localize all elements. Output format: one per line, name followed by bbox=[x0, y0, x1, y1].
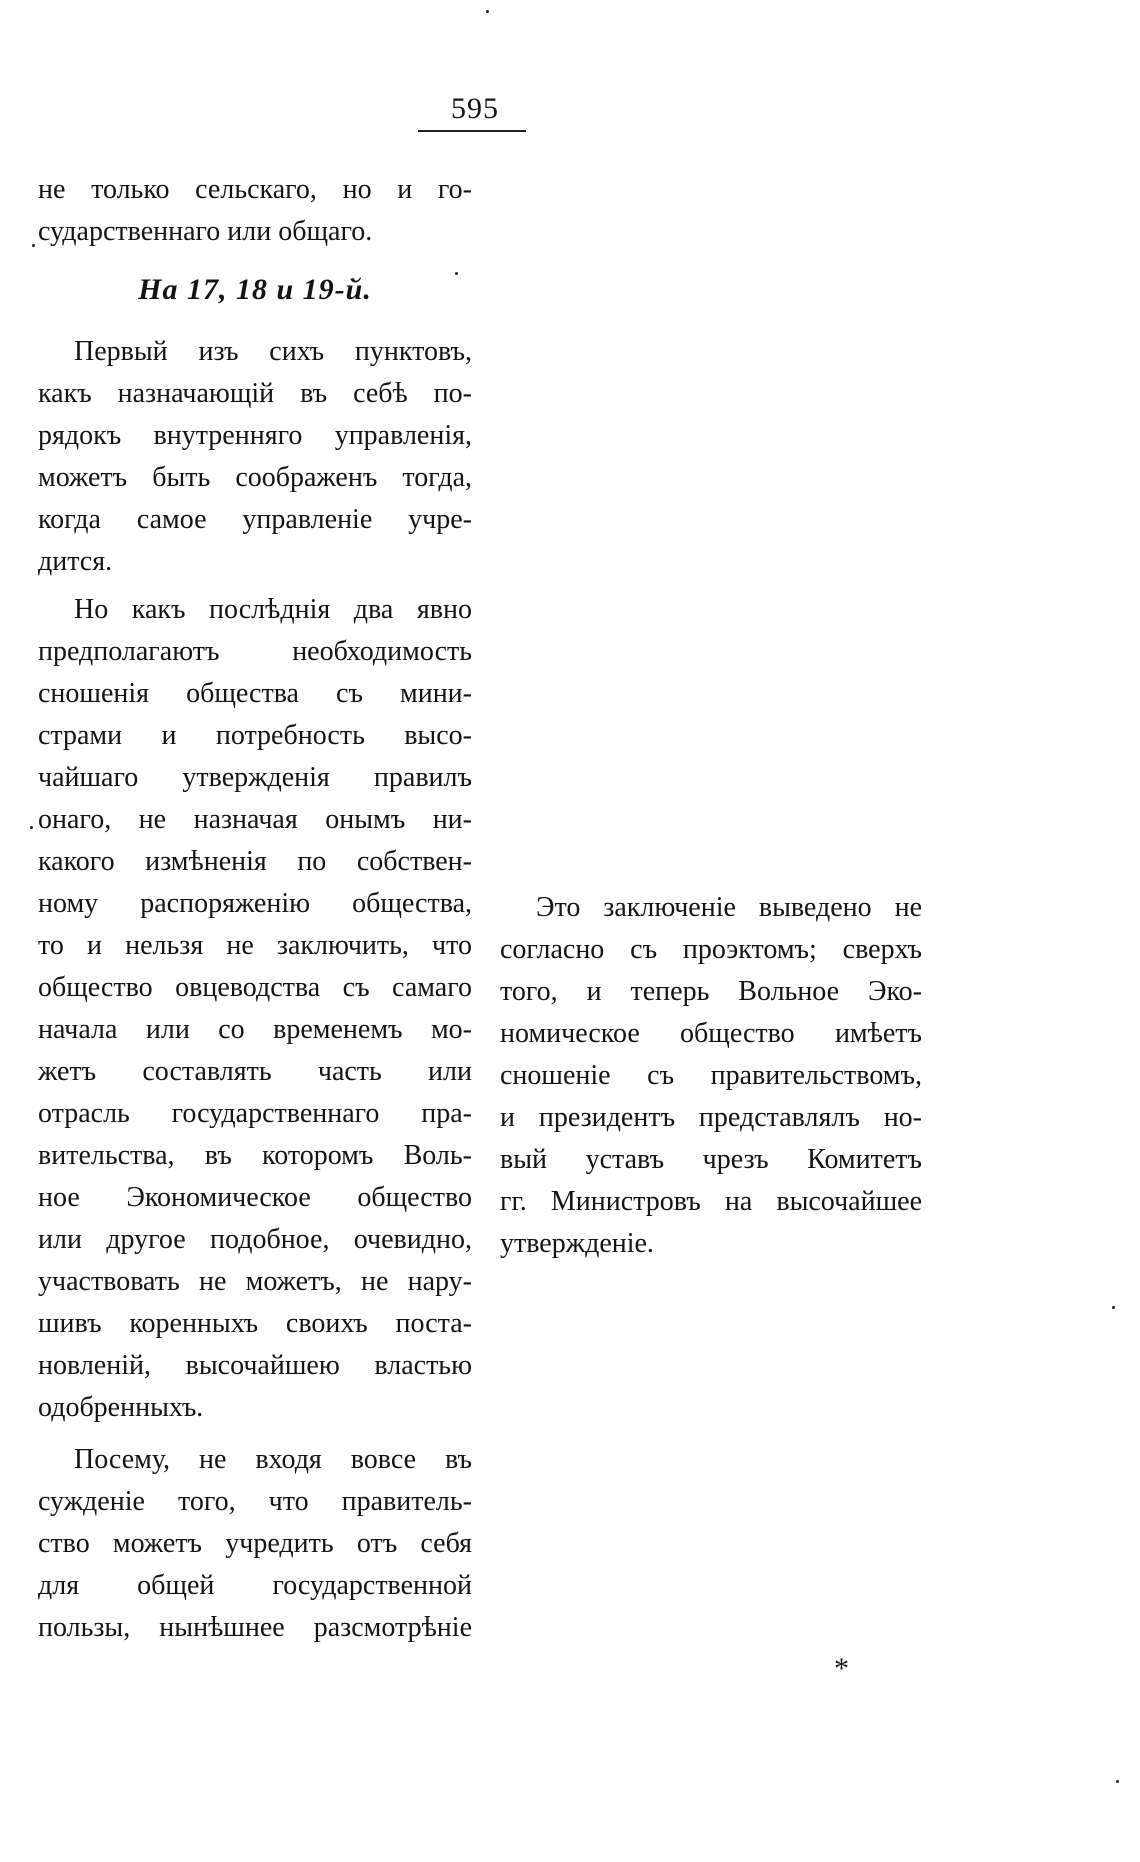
text-line: то и нельзя не заключить, что bbox=[38, 930, 472, 961]
text-line: участвовать не можетъ, не нару- bbox=[38, 1266, 472, 1297]
text-line: ство можетъ учредить отъ себя bbox=[38, 1528, 472, 1559]
text-line: не только сельскаго, но и го- bbox=[38, 174, 472, 205]
section-heading: На 17, 18 и 19-й. bbox=[138, 273, 372, 306]
scan-speck bbox=[1116, 1780, 1119, 1783]
text-line: начала или со временемъ мо- bbox=[38, 1014, 472, 1045]
scan-speck bbox=[455, 272, 458, 275]
scan-speck bbox=[486, 10, 489, 13]
note-line: и президентъ представлялъ но- bbox=[500, 1102, 922, 1133]
text-line: страми и потребность высо- bbox=[38, 720, 472, 751]
text-line: Посему, не входя вовсе въ bbox=[74, 1444, 472, 1475]
text-line: ное Экономическое общество bbox=[38, 1182, 472, 1213]
text-line: общество овцеводства съ самаго bbox=[38, 972, 472, 1003]
text-line: Но какъ послѣднія два явно bbox=[74, 594, 472, 625]
text-line: вительства, въ которомъ Воль- bbox=[38, 1140, 472, 1171]
page-number: 595 bbox=[451, 92, 499, 125]
text-line: одобренныхъ. bbox=[38, 1392, 204, 1423]
text-line: Первый изъ сихъ пунктовъ, bbox=[74, 336, 472, 367]
text-line: для общей государственной bbox=[38, 1570, 472, 1601]
note-line: номическое общество имѣетъ bbox=[500, 1018, 922, 1049]
text-line: предполагаютъ необходимость bbox=[38, 636, 472, 667]
header-rule bbox=[418, 130, 526, 132]
text-line: дится. bbox=[38, 546, 113, 577]
footnote-mark: * bbox=[834, 1652, 849, 1685]
text-line: ному распоряженію общества, bbox=[38, 888, 472, 919]
scan-speck bbox=[32, 244, 35, 247]
text-line: какого измѣненія по собствен- bbox=[38, 846, 472, 877]
text-line: чайшаго утвержденія правилъ bbox=[38, 762, 472, 793]
text-line: онаго, не назначая онымъ ни- bbox=[38, 804, 472, 835]
scan-speck bbox=[1112, 1306, 1115, 1309]
note-line: того, и теперь Вольное Эко- bbox=[500, 976, 922, 1007]
text-line: жетъ составлять часть или bbox=[38, 1056, 472, 1087]
text-line: рядокъ внутренняго управленія, bbox=[38, 420, 472, 451]
note-line: утвержденіе. bbox=[500, 1228, 654, 1259]
scan-speck bbox=[30, 826, 33, 829]
note-line: согласно съ проэктомъ; сверхъ bbox=[500, 934, 922, 965]
text-line: когда самое управленіе учре- bbox=[38, 504, 472, 535]
text-line: сударственнаго или общаго. bbox=[38, 216, 373, 247]
text-line: шивъ коренныхъ своихъ поста- bbox=[38, 1308, 472, 1339]
text-line: какъ назначающій въ себѣ по- bbox=[38, 378, 472, 409]
text-line: пользы, нынѣшнее разсмотрѣніе bbox=[38, 1612, 472, 1643]
note-line: вый уставъ чрезъ Комитетъ bbox=[500, 1144, 922, 1175]
text-line: новленій, высочайшею властью bbox=[38, 1350, 472, 1381]
note-line: гг. Министровъ на высочайшее bbox=[500, 1186, 922, 1217]
text-line: можетъ быть соображенъ тогда, bbox=[38, 462, 472, 493]
text-line: сужденіе того, что правитель- bbox=[38, 1486, 472, 1517]
note-line: сношеніе съ правительствомъ, bbox=[500, 1060, 922, 1091]
note-line: Это заключеніе выведено не bbox=[536, 892, 922, 923]
text-line: сношенія общества съ мини- bbox=[38, 678, 472, 709]
text-line: отрасль государственнаго пра- bbox=[38, 1098, 472, 1129]
text-line: или другое подобное, очевидно, bbox=[38, 1224, 472, 1255]
